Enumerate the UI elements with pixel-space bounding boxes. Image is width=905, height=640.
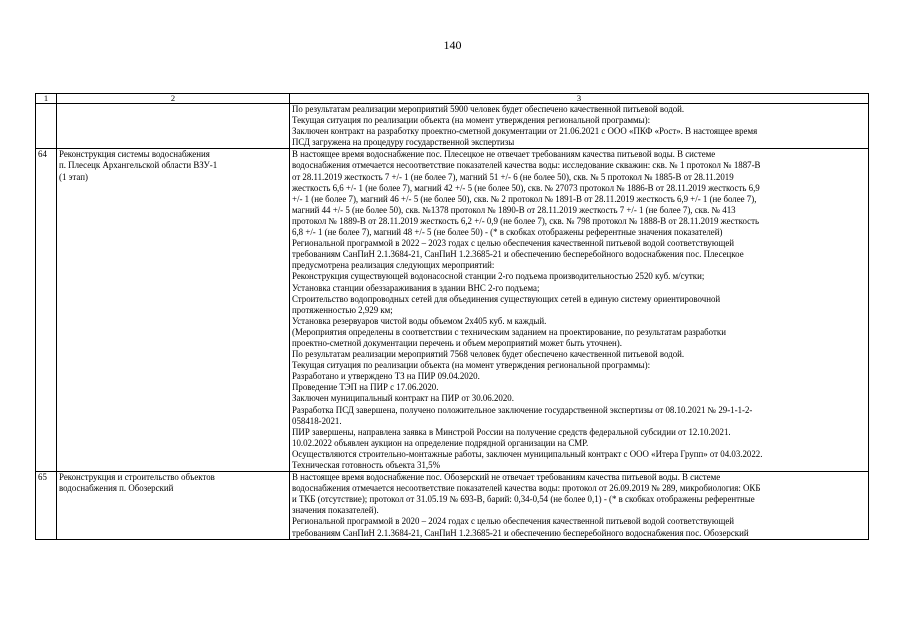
- description-line: проектно-сметной документации перечень и объем мероприятий может быть уточнен).: [292, 337, 622, 348]
- description-line: По результатам реализации мероприятий 7568 человек будет обеспечено качественной питьевой водой.: [292, 349, 685, 360]
- description-line: магний 44 +/- 5 (не более 50), скв. №1378 протокол № 1890-В от 28.11.2019 жесткость 7 +/- 1 (не более 7), скв. № 413: [292, 204, 736, 215]
- row-number: [36, 104, 57, 149]
- description-line: По результатам реализации мероприятий 5900 человек будет обеспечено качественной питьевой водой.: [292, 104, 685, 114]
- row-number: 64: [36, 149, 57, 472]
- description-line: жесткость 6,6 +/- 1 (не более 7), магний 42 +/- 5 (не более 50), скв. № 27073 протокол № 1886-В от 28.11.2019 жесткость 6,9: [292, 182, 760, 193]
- table-row: [36, 149, 869, 472]
- description-line: Установка резервуаров чистой воды объемом 2х405 куб. м каждый.: [292, 315, 547, 326]
- description-line: Заключен муниципальный контракт на ПИР от 30.06.2020.: [292, 393, 514, 404]
- description-cell: [290, 472, 869, 540]
- description-line: Текущая ситуация по реализации объекта (на момент утверждения региональной программы):: [292, 360, 651, 371]
- description-line: Проведение ТЭП на ПИР с 17.06.2020.: [292, 382, 439, 393]
- page-number: 140: [443, 38, 462, 52]
- description-line: Техническая готовность объекта 31,5%: [292, 460, 440, 470]
- object-name-line: Реконструкция и строительство объектов: [59, 472, 215, 483]
- table-header-row: [36, 94, 869, 104]
- object-name-line: п. Плесецк Архангельской области ВЗУ-1: [59, 160, 218, 171]
- object-name-cell: [57, 472, 290, 540]
- description-line: Строительство водопроводных сетей для объединения существующих сетей в единую систему ориентировочной: [292, 293, 721, 304]
- description-line: +/- 1 (не более 7), магний 46 +/- 5 (не более 50), скв. № 2 протокол № 1891-В от 28.11.2019 жесткость 6,9 +/- 1 (не более 7),: [292, 193, 757, 204]
- description-line: Региональной программой в 2022 – 2023 годах с целью обеспечения качественной питьевой водой соответствующей: [292, 238, 735, 249]
- object-name-line: Реконструкция системы водоснабжения: [59, 149, 210, 160]
- description-line: требованиям СанПиН 2.1.3684-21, СанПиН 1.2.3685-21 и обеспечению бесперебойного водоснабжения пос. Плесецкое: [292, 249, 744, 260]
- description-line: (Мероприятия определены в соответствии с техническим заданием на проектирование, по результатам разработки: [292, 326, 726, 337]
- description-cell: [290, 149, 869, 472]
- description-line: Заключен контракт на разработку проектно-сметной документации от 21.06.2021 с ООО «ПКФ «Рост». В настоящее время: [292, 126, 758, 137]
- description-line: протокол № 1889-В от 28.11.2019 жесткость 6,2 +/- 0,9 (не более 7), скв. № 798 протокол № 1888-В от 28.11.2019 жесткость: [292, 215, 760, 226]
- object-name-cell: [57, 104, 290, 149]
- description-line: 10.02.2022 объявлен аукцион на определение подрядной организации на СМР.: [292, 437, 589, 448]
- description-line: Осуществляются строительно-монтажные работы, заключен муниципальный контракт с ООО «Итера Групп» от 04.03.2022.: [292, 448, 763, 459]
- description-line: 058418-2021.: [292, 415, 342, 426]
- description-line: В настоящее время водоснабжение пос. Плесецкое не отвечает требованиям качества питьевой воды. В системе: [292, 149, 716, 160]
- description-line: водоснабжения отмечается несоответствие показателей качества воды: протокол от 26.09.2019 № 289, микробиология: ОКБ: [292, 483, 761, 494]
- row-number: 65: [36, 472, 57, 540]
- description-line: требованиям СанПиН 2.1.3684-21, СанПиН 1.2.3685-21 и обеспечению бесперебойного водоснабжения пос. Обозерский: [292, 527, 749, 538]
- description-line: от 28.11.2019 жесткость 7 +/- 1 (не более 7), магний 51 +/- 6 (не более 50), скв. № 5 протокол № 1885-В от 28.11.2019: [292, 171, 734, 182]
- description-line: 6,8 +/- 1 (не более 7), магний 48 +/- 5 (не более 50) - (* в скобках отображены референтные значения показателей): [292, 227, 723, 238]
- table-row: [36, 472, 869, 540]
- description-line: В настоящее время водоснабжение пос. Обозерский не отвечает требованиям качества питьевой воды. В системе: [292, 472, 721, 483]
- description-line: Разработка ПСД завершена, получено положительное заключение государственной экспертизы от 08.10.2021 № 29-1-1-2-: [292, 404, 753, 415]
- description-line: Разработано и утверждено ТЗ на ПИР 09.04.2020.: [292, 371, 480, 382]
- description-line: предусмотрена реализация следующих мероприятий:: [292, 260, 495, 271]
- description-line: Установка станции обеззараживания в здании ВНС 2-го подъема;: [292, 282, 540, 293]
- description-line: и ТКБ (отсутствие); протокол от 31.05.19 № 693-В, барий: 0,34-0,54 (не более 0,1) - (* в скобках отображены референтные: [292, 494, 755, 505]
- object-name-line: (1 этап): [59, 171, 88, 182]
- description-line: значения показателей).: [292, 505, 379, 516]
- description-line: Региональной программой в 2020 – 2024 годах с целью обеспечения качественной питьевой водой соответствующей: [292, 516, 735, 527]
- program-table: [35, 93, 869, 540]
- description-line: ПСД загружена на процедуру государственной экспертизы: [292, 137, 515, 148]
- header-col-3: 3: [290, 94, 869, 104]
- description-line: Реконструкция существующей водонасосной станции 2-го подъема производительностью 2520 куб. м/сутки;: [292, 271, 705, 282]
- description-line: протяженностью 2,929 км;: [292, 304, 393, 315]
- description-line: водоснабжения отмечается несоответствие показателей качества воды: исследование скважин: скв. № 1 протокол № 1887-В: [292, 160, 761, 171]
- object-name-line: водоснабжения п. Обозерский: [59, 483, 174, 494]
- description-cell: [290, 104, 869, 149]
- header-col-2: 2: [57, 94, 290, 104]
- description-line: ПИР завершены, направлена заявка в Минстрой России на получение средств федеральной субсидии от 12.10.2021.: [292, 426, 731, 437]
- table-row: [36, 104, 869, 149]
- object-name-cell: [57, 149, 290, 472]
- header-col-1: 1: [36, 94, 57, 104]
- description-line: Текущая ситуация по реализации объекта (на момент утверждения региональной программы):: [292, 115, 651, 126]
